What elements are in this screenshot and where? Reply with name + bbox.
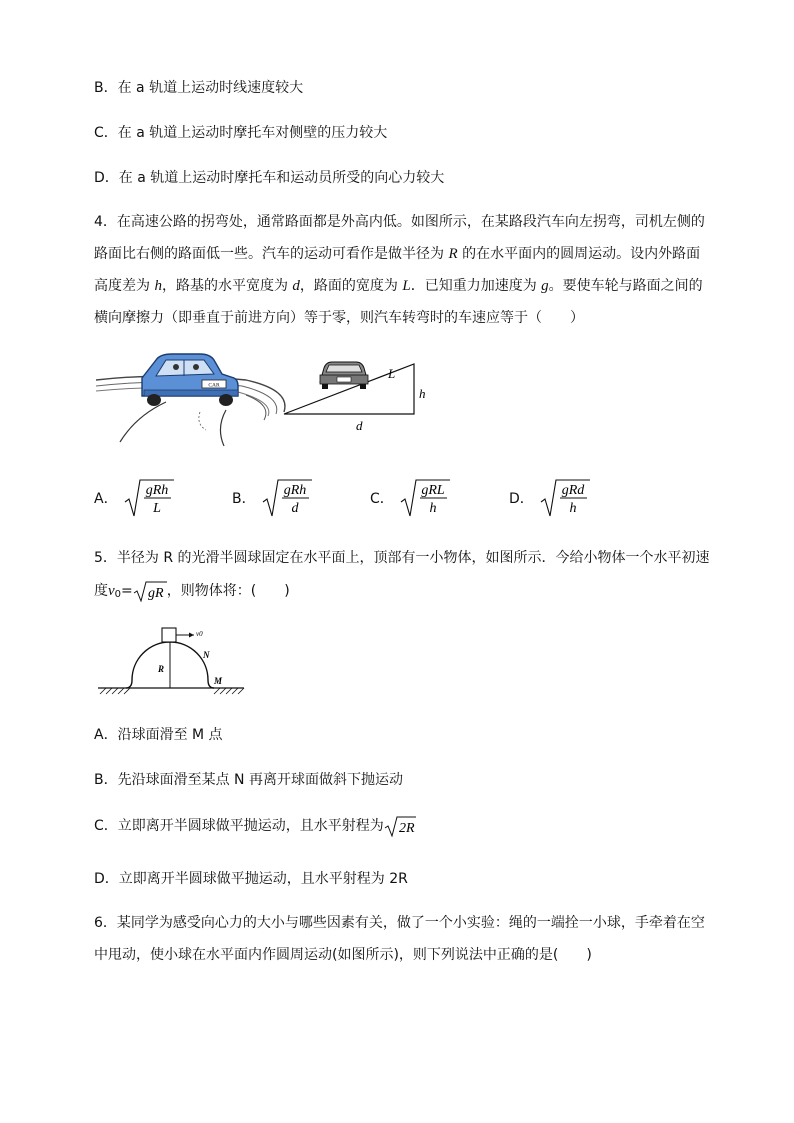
q5-line-1: 5．半径为 R 的光滑半圆球固定在水平面上，顶部有一小物体，如图所示．今给小物体一个水平初速 [94, 550, 710, 566]
label-d: d [356, 418, 363, 432]
radical-fraction [400, 478, 450, 518]
radical-gR [133, 580, 167, 602]
label-h: h [419, 386, 426, 401]
q6-line-1: 6．某同学为感受向心力的大小与哪些因素有关，做了一个小实验：绳的一端拴一小球，手牵着在空 [94, 915, 705, 931]
svg-text:L: L [152, 501, 161, 516]
q5-option-b: B．先沿球面滑至某点 N 再离开球面做斜下抛运动 [94, 772, 403, 788]
svg-text:gR: gR [147, 586, 164, 601]
option-c-q3: C．在 a 轨道上运动时摩托车对侧壁的压力较大 [94, 125, 388, 141]
q4-option-a: A． gRh L [94, 478, 174, 518]
license-plate: CAR [208, 382, 220, 389]
q4-option-c: C． gRL h [370, 478, 450, 518]
svg-text:2R: 2R [398, 821, 415, 836]
svg-text:d: d [291, 501, 299, 516]
label-M: M [214, 676, 223, 686]
q4-option-d: D． gRd h [509, 478, 590, 518]
label-L: L [388, 366, 396, 381]
q5-option-c: C．立即离开半圆球做平抛运动，且水平射程为 2R [94, 815, 416, 837]
q5-line-2: 度 v 0 = gR ，则物体将：( ) [94, 580, 290, 602]
q5-option-d: D．立即离开半圆球做平抛运动，且水平射程为 2R [94, 871, 408, 887]
option-b-q3: B．在 a 轨道上运动时线速度较大 [94, 80, 304, 96]
svg-text:h: h [569, 501, 577, 516]
svg-text:h: h [429, 501, 437, 516]
bank-angle-diagram [282, 350, 442, 432]
q6-line-2: 中甩动，使小球在水平面内作圆周运动(如图所示)，则下列说法中正确的是( ) [94, 947, 592, 963]
q4-line-2: 路面比右侧的路面低一些。汽车的运动可看作是做半径为 R 的在水平面内的圆周运动。设内外路面 [94, 246, 701, 262]
radical-fraction [262, 478, 312, 518]
q4-line-4: 横向摩擦力（即垂直于前进方向）等于零，则汽车转弯时的车速应等于（ ） [94, 310, 584, 326]
radical-2R [384, 815, 416, 837]
svg-text:gRh: gRh [145, 483, 168, 498]
hemisphere-diagram [96, 622, 246, 698]
q4-line-3: 高度差为 h，路基的水平宽度为 d，路面的宽度为 L．已知重力加速度为 g。要使车轮与路面之间的 [94, 278, 703, 294]
car-road-illustration [96, 350, 292, 446]
option-d-q3: D．在 a 轨道上运动时摩托车和运动员所受的向心力较大 [94, 170, 445, 186]
q4-line-1: 4．在高速公路的拐弯处，通常路面都是外高内低。如图所示，在某路段汽车向左拐弯，司机左侧的 [94, 214, 705, 230]
radical-fraction [540, 478, 590, 518]
radical-fraction [124, 478, 174, 518]
q5-option-a: A．沿球面滑至 M 点 [94, 727, 223, 743]
label-N: N [203, 650, 210, 660]
q4-option-b: B． gRh d [232, 478, 312, 518]
svg-text:gRd: gRd [561, 483, 585, 498]
label-v0: v0 [196, 630, 203, 638]
svg-text:gRL: gRL [421, 483, 445, 498]
svg-text:gRh: gRh [283, 483, 306, 498]
label-R: R [158, 664, 165, 674]
